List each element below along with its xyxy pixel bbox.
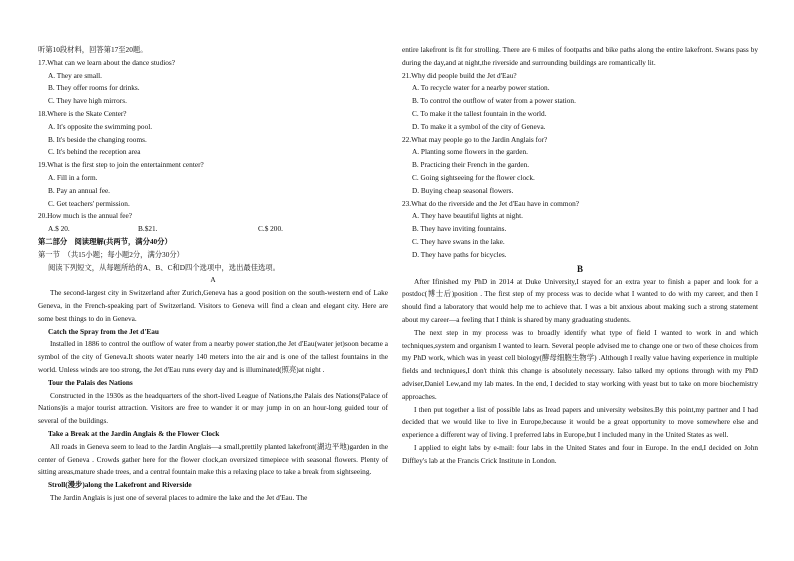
question-23-stem: 23.What do the riverside and the Jet d'Eau have in common? (402, 198, 579, 208)
q21-option-a: A. To recycle water for a nearby power station. (412, 83, 550, 93)
passage-b-paragraph-1: After Ifinished my PhD in 2014 at Duke University,I stayed for an extra year to finish a paper and look for a postdoc(博士后)position . The first step of my process was to decide what I wanted to do with my career, and then I should find a laboratory that would help me to achieve that. I was a bit anxious about making such a strong statement about my career—a feeling that I think is shared by many graduating students. (402, 276, 758, 324)
q22-option-a: A. Planting some flowers in the garden. (412, 147, 528, 157)
q22-option-b: B. Practicing their French in the garden. (412, 160, 530, 170)
q19-option-a: A. Fill in a form. (48, 172, 98, 182)
passage-b-paragraph-4: I applied to eight labs by e-mail: four labs in the United States and four in Europe. In the end,I decided on John Diffley's lab at the Francis Crick Institute in London. (402, 442, 758, 465)
left-column (38, 44, 388, 505)
passage-b-paragraph-2: The next step in my process was to broadly identify what type of field I wanted to work in and which techniques,system and organism I wanted to learn. Several people advised me to change one or two of these choices from my PhD work, which was in yeast cell biology(酵母细胞生物学) .Although I really value having experience in multiple fields and techniques,I don't think this change is absolutely necessary. Ialso talked my options through with my PhD adviser,Daniel Lew,and my lab mates. In the end, I decided to stay working with yeast but to take on more biochemistry approaches. (402, 327, 758, 401)
q23-option-b: B. They have inviting fountains. (412, 224, 507, 234)
heading-jet-deau: Catch the Spray from the Jet d'Eau (48, 326, 159, 336)
q20-option-c: C.$ 200. (258, 224, 283, 234)
heading-palais-des-nations: Tour the Palais des Nations (48, 377, 133, 387)
right-column (402, 44, 758, 468)
section1-title: 第一节 （共15小题；每小题2分，满分30分） (38, 249, 184, 259)
passage-a-paragraph-3: Constructed in the 1930s as the headquarters of the short-lived League of Nations,the Palais des Nations(Palace of Nations)is a major tourist attraction. Visitors are free to wander it or may jump in on an hour-long guided tour of several of the buildings. (38, 390, 388, 426)
passage-a-paragraph-2: Installed in 1886 to control the outflow of water from a nearby power station,the Jet d'Eau(water jet)soon became a symbol of the city of Geneva.It shoots water nearly 140 meters into the air and is one of the tallest fountains in the world. Unless winds are too strong, the Jet d'Eau runs every day and is illuminated(照亮)at night . (38, 339, 388, 374)
question-17-stem: 17.What can we learn about the dance studios? (38, 57, 175, 67)
q21-option-c: C. To make it the tallest fountain in the world. (412, 108, 547, 118)
q20-options (38, 223, 388, 236)
q18-option-c: C. It's behind the reception area (48, 147, 141, 157)
q18-option-b: B. It's beside the changing rooms. (48, 134, 147, 144)
passage-a-label: A (210, 275, 216, 285)
q23-option-a: A. They have beautiful lights at night. (412, 211, 523, 221)
q20-option-b: B.$21. (138, 224, 158, 234)
q22-option-c: C. Going sightseeing for the flower clock. (412, 172, 535, 182)
q18-option-a: A. It's opposite the swimming pool. (48, 121, 153, 131)
q22-option-d: D. Buying cheap seasonal flowers. (412, 185, 514, 195)
question-19-stem: 19.What is the first step to join the entertainment center? (38, 160, 204, 170)
part2-title: 第二部分 阅读理解(共两节，满分40分） (38, 236, 172, 246)
listening-intro: 听第10段材料，回答第17至20题。 (38, 45, 148, 54)
q19-option-c: C. Get teachers' permission. (48, 198, 130, 208)
q23-option-d: D. They have paths for bicycles. (412, 249, 507, 259)
question-22-stem: 22.What may people go to the Jardin Anglais for? (402, 134, 548, 144)
q19-option-b: B. Pay an annual fee. (48, 185, 111, 195)
heading-stroll: Stroll(漫步)along the Lakefront and Riverside (48, 480, 192, 490)
q17-option-c: C. They have high mirrors. (48, 96, 127, 106)
q17-option-a: A. They are small. (48, 70, 102, 80)
reading-instruction: 阅读下列短文，从每题所给的A、B、C和D四个选项中，选出最佳选项。 (48, 262, 280, 272)
passage-b-label: B (576, 263, 583, 274)
question-21-stem: 21.Why did people build the Jet d'Eau? (402, 70, 517, 80)
passage-a-paragraph-4: All roads in Geneva seem to lead to the Jardin Anglais—a small,prettily planted lakefront(湖边平地)garden in the center of Geneva . Crowds gather here for the flower clock,an oversized timepiece with seasonal flowers. Plenty of sitting areas,mature shade trees, and a central fountain make this a relaxing place to take a break from sightseeing. (38, 441, 388, 477)
q21-option-b: B. To control the outflow of water from a power station. (412, 96, 576, 106)
q23-option-c: C. They have swans in the lake. (412, 236, 505, 246)
q20-option-a: A.$ 20. (48, 224, 70, 234)
heading-jardin-anglais: Take a Break at the Jardin Anglais & the Flower Clock (48, 428, 220, 438)
passage-a-continuation: entire lakefront is fit for strolling. There are 6 miles of footpaths and bike paths along the entire lakefront. Swans pass by during the day,and at night,the riverside and surrounding buildings are romantically lit. (402, 45, 758, 67)
question-18-stem: 18.Where is the Skate Center? (38, 108, 127, 118)
q21-option-d: D. To make it a symbol of the city of Geneva. (412, 121, 546, 131)
passage-a-paragraph-5: The Jardin Anglais is just one of several places to admire the lake and the Jet d'Eau. The (50, 492, 308, 502)
passage-a-paragraph-1: The second-largest city in Switzerland after Zurich,Geneva has a good position on the south-western end of Lake Geneva, in the French-speaking part of Switzerland. Visitors to Geneva will find a clean and elegant city. Here are some best things to do in Geneva. (38, 288, 388, 323)
question-20-stem: 20.How much is the annual fee? (38, 211, 133, 221)
passage-b-paragraph-3: I then put together a list of possible labs as Iread papers and university websites.By this point,my partner and I had decided that we would like to live in Europe,because it would be a great opportunity to move somewhere else and experience a different way of living. I preferred labs in Europe,but I included many in the United States as well. (402, 404, 758, 440)
q17-option-b: B. They offer rooms for drinks. (48, 83, 140, 93)
